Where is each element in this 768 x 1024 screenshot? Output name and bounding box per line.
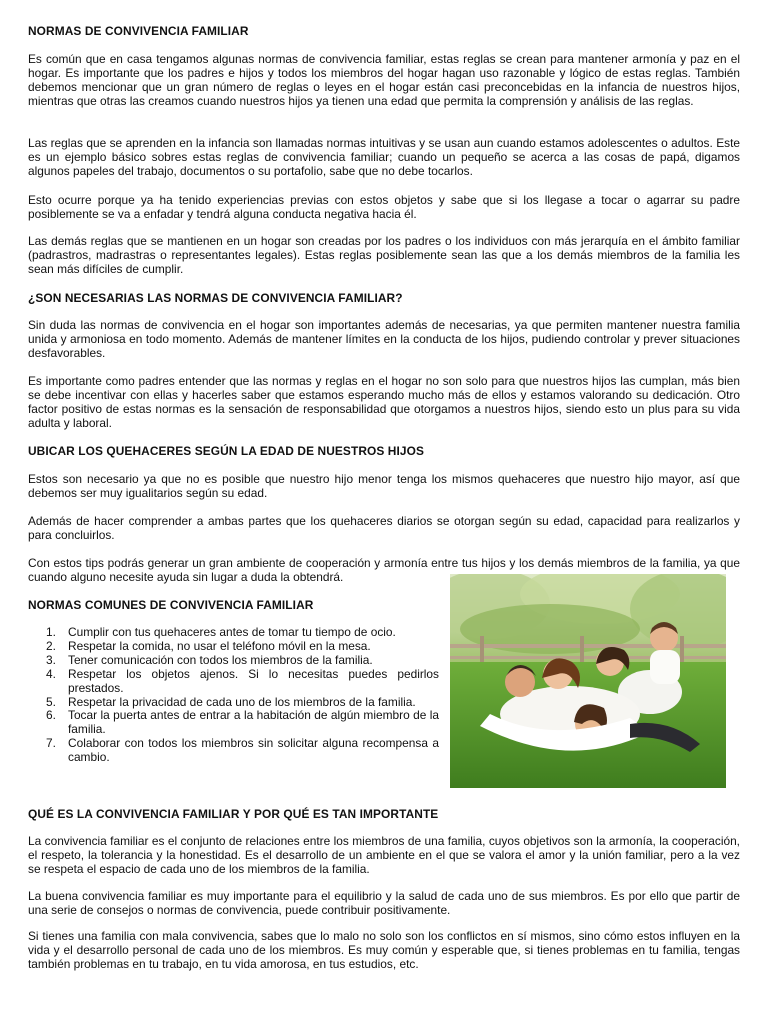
paragraph: La convivencia familiar es el conjunto de relaciones entre los miembros de una familia, cuyos objetivos son la armonía, la cooperación, el respeto, la tolerancia y la honestidad. Es el desarrollo de un ambiente en el que se valora el amor y la unión familiar, pero a la vez se respeta el espacio de cada uno de los miembros de la familia. [28,834,740,876]
paragraph: Si tienes una familia con mala convivencia, sabes que lo malo no solo son los conflictos en sí mismos, sino cómo estos influyen en la vida y el desarrollo personal de cada uno de los miembros. Es muy común y esperable que, si tienes problemas en tu familia, tengas también problemas en tu trabajo, en tu vida amorosa, en tus estudios, etc. [28,929,740,971]
list-item [46,736,439,765]
list-item-text: Colaborar con todos los miembros sin solicitar alguna recompensa a cambio. [68,736,439,765]
paragraph: Estos son necesario ya que no es posible que nuestro hijo menor tenga los mismos quehaceres que nuestro hijo mayor, así que debemos ser muy igualitarios según su edad. [28,472,740,500]
list-item-text: Respetar la comida, no usar el teléfono móvil en la mesa. [68,638,371,653]
family-photo [450,574,726,788]
list-number: 5. [46,694,56,709]
list-number: 4. [46,666,56,681]
paragraph: Las demás reglas que se mantienen en un hogar son creadas por los padres o los individuos con más jerarquía en el ámbito familiar (padrastros, madrastras o representantes legales). Estas reglas posiblemente sean las que a los demás miembros de la familia les sean más difíciles de cumplir. [28,234,740,276]
list-item-text: Cumplir con tus quehaceres antes de tomar tu tiempo de ocio. [68,625,396,639]
heading-normas-comunes: NORMAS COMUNES DE CONVIVENCIA FAMILIAR [28,598,314,612]
list-item [46,666,439,696]
list-item-text: Respetar la privacidad de cada uno de los miembros de la familia. [68,694,416,709]
heading-normas: NORMAS DE CONVIVENCIA FAMILIAR [28,24,249,38]
paragraph: Las reglas que se aprenden en la infancia son llamadas normas intuitivas y se usan aun cuando estamos adolescentes o adultos. Este es un ejemplo básico sobres estas reglas de convivencia familiar; cuando un pequeño se acerca a las cosas de papá, digamos algunos papeles del trabajo, documentos o su portafolio, sabe que no debe tocarlos. [28,136,740,178]
heading-necesarias: ¿SON NECESARIAS LAS NORMAS DE CONVIVENCIA FAMILIAR? [28,291,403,305]
paragraph: Esto ocurre porque ya ha tenido experiencias previas con estos objetos y sabe que si los llegase a tocar o agarrar su padre posiblemente se va a enfadar y tendrá alguna conducta negativa hacia él. [28,193,740,221]
paragraph: La buena convivencia familiar es muy importante para el equilibrio y la salud de cada uno de sus miembros. Es por ello que partir de una serie de consejos o normas de convivencia, puede contribuir positivamente. [28,889,740,917]
paragraph: Sin duda las normas de convivencia en el hogar son importantes además de necesarias, ya que permiten mantener nuestra familia unida y armoniosa en todo momento. Además de mantener límites en la conducta de los hijos, pudiendo controlar y prever situaciones desfavorables. [28,318,740,360]
rules-list [28,626,439,765]
paragraph: Con estos tips podrás generar un gran ambiente de cooperación y armonía entre tus hijos y los demás miembros de la familia, ya que cuando alguno necesite ayuda sin lugar a duda la obtendrá. [28,556,740,584]
list-number: 3. [46,652,56,667]
list-number: 6. [46,708,56,723]
heading-que-es: QUÉ ES LA CONVIVENCIA FAMILIAR Y POR QUÉ ES TAN IMPORTANTE [28,807,439,821]
list-number: 1. [46,625,56,639]
paragraph: Es común que en casa tengamos algunas normas de convivencia familiar, estas reglas se crean para mantener armonía y paz en el hogar. Es importante que los padres e hijos y todos los miembros del hogar hagan uso razonable y lógico de estas reglas. También debemos mencionar que un gran número de reglas o leyes en el hogar están casi preconcebidas en la infancia de nuestros hijos, mientras que otras las creamos cuando nuestros hijos ya tienen una edad que permita la comprensión y análisis de las reglas. [28,52,740,108]
paragraph: Además de hacer comprender a ambas partes que los quehaceres diarios se otorgan según su edad, capacidad para realizarlos y para concluirlos. [28,514,740,542]
list-number: 7. [46,736,56,751]
heading-quehaceres: UBICAR LOS QUEHACERES SEGÚN LA EDAD DE NUESTROS HIJOS [28,444,424,458]
list-item [46,708,439,737]
paragraph: Es importante como padres entender que las normas y reglas en el hogar no son solo para que nuestros hijos las cumplan, más bien se debe incentivar con ellas y hacerles saber que estamos esperando mucho más de ellos y estamos valorando su dedicación. Otro factor positivo de estas normas es la sensación de responsabilidad que otorgamos a nuestros hijos, siendo esto un plus para su vida adulta y laboral. [28,374,740,430]
list-item [46,694,439,710]
list-item [46,625,439,640]
list-item [46,652,439,668]
list-item-text: Tocar la puerta antes de entrar a la habitación de algún miembro de la familia. [68,708,439,737]
list-number: 2. [46,638,56,653]
list-item [46,638,439,654]
list-item-text: Respetar los objetos ajenos. Si lo necesitas puedes pedirlos prestados. [68,666,439,695]
list-item-text: Tener comunicación con todos los miembros de la familia. [68,652,373,667]
